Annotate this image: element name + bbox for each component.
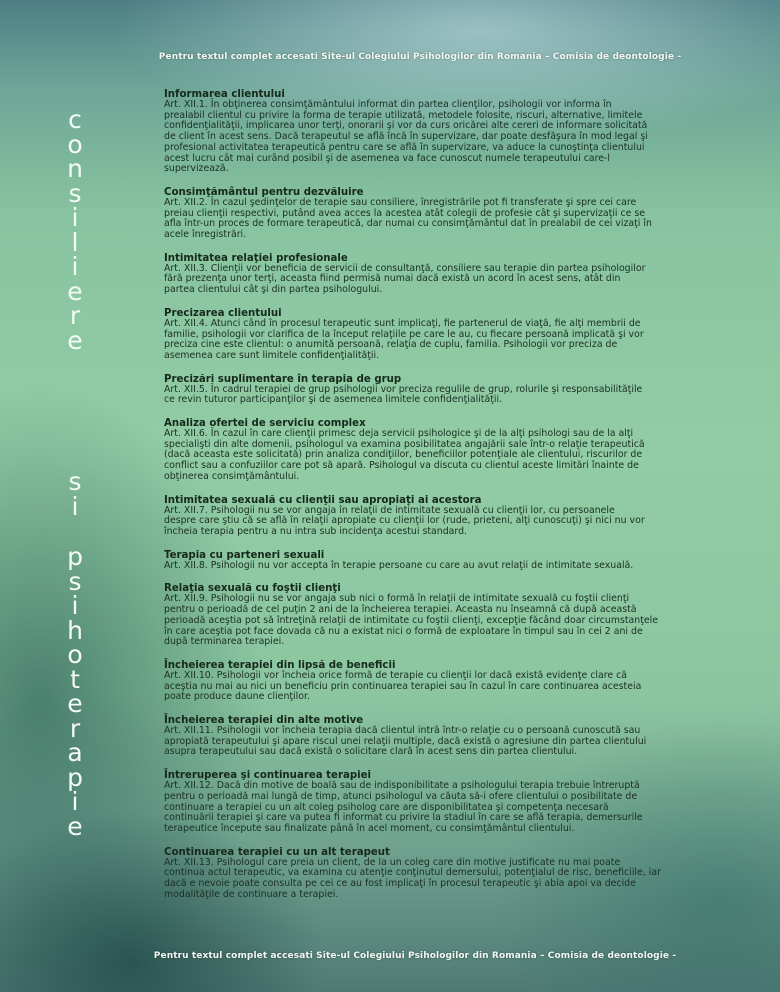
section-body: Art. XII.3. Clienţii vor beneficia de servicii de consultanţă, consiliere sau terapie din partea psihologilor fără prezenţa unor terţi, aceasta fiind permisă numai dacă există un acord în acest sens, atât din partea clientului cât şi din partea psihologului. [164, 262, 646, 296]
section-body: Art. XII.5. În cadrul terapiei de grup psihologii vor preciza regulile de grup, rolurile şi responsabilităţile ce revin tuturor participanţilor şi de asemenea limitele confidenţialităţii. [164, 383, 643, 406]
section-body: Art. XII.8. Psihologii nu vor accepta în terapie persoane cu care au avut relaţii de intimitate sexuală. [164, 559, 634, 571]
vertical-title-letter: p [67, 542, 83, 571]
section-body: Art. XII.7. Psihologii nu se vor angaja în relaţii de intimitate sexuală cu clienţii lor, cu persoanele despre care ştiu că se află în relaţii apropiate cu clienţii lor (rude, prieteni, alţi cunoscuţi) şi nici nu vor încheia terapia pentru a nu intra sub incidenţa acestui standard. [164, 504, 645, 537]
vertical-title-letter: s [68, 566, 82, 596]
vertical-title-letter: t [70, 664, 80, 694]
vertical-title-letter: r [69, 301, 81, 330]
vertical-title-letter: o [67, 129, 83, 159]
header-note: Pentru textul complet accesati Site-ul Colegiului Psihologilor din Romania – Comisia de deontologie - [158, 52, 682, 62]
section-intimitatea-sexuala [164, 495, 754, 538]
section-relatia-sexuala-fostii-clienti [164, 583, 754, 648]
vertical-title-consiliere [64, 105, 86, 355]
section-title: Informarea clientului [164, 89, 285, 100]
vertical-title-psihoterapie [64, 542, 86, 841]
vertical-title-letter: e [67, 325, 83, 355]
section-terapia-cu-parteneri [164, 550, 754, 572]
vertical-title-letter: s [68, 178, 82, 208]
section-title: Precizări suplimentare în terapia de grup [164, 373, 402, 385]
section-body: Art. XII.9. Psihologii nu se vor angaja sub nici o formă în relaţii de intimitate sexuală cu foştii clienţi pentru o perioadă de cel puţin 2 ani de la încheierea terapiei. Aceasta nu înseamnă că după această perioadă aceştia pot să întreţină relaţii de intimitate cu foştii clienţi, excepţie făcând doar circumstanţele în care aceştia pot face dovada că nu a existat nici o formă de exploatare în timpul sau în cei 2 ani de după terminarea terapiei. [164, 593, 659, 648]
section-intreruperea-continuarea [164, 770, 754, 835]
vertical-title-letter: n [67, 154, 83, 183]
vertical-title-letter: a [67, 738, 83, 767]
vertical-title-letter: r [69, 713, 81, 743]
vertical-title-letter: e [67, 689, 83, 718]
section-precizari-suplimentare [164, 374, 754, 406]
vertical-title-letter: i [71, 252, 79, 281]
section-body: Art. XII.2. În cazul şedinţelor de terapie sau consiliere, înregistrările pot fi transferate şi spre cei care preiau clienţii respectivi, putând avea acces la acestea atât colegii de profesie cât şi supervizaţii ce se afla într-un proces de formare terapeutică, dar numai cu consimţământul dat în prealabil de cei vizaţi în acele înregistrări. [164, 196, 652, 241]
vertical-title-letter: o [67, 640, 83, 669]
vertical-title-letter: i [71, 203, 79, 232]
vertical-title-letter: i [71, 491, 79, 521]
vertical-title-letter: l [71, 227, 79, 257]
document-body [164, 89, 754, 912]
section-title: Întreruperea şi continuarea terapiei [164, 770, 372, 782]
section-body: Art. XII.10. Psihologii vor încheia orice formă de terapie cu clienţii lor dacă există evidenţe clare că aceştia nu mai au nici un beneficiu prin continuarea terapiei sau în cazul în care continuarea acesteia poate produce daune clienţilor. [164, 669, 642, 703]
section-body: Art. XII.4. Atunci când în procesul terapeutic sunt implicaţi, fie partenerul de viaţă, fie alţi membrii de familie, psihologii vor clarifica de la început relaţiile pe care le au, cu fiecare persoană implicată şi vor preciza cine este clientul: o anumită persoană, relaţia de cuplu, familia. Psihologii vor preciza de asemenea care sunt limitele confidenţialităţii. [164, 317, 644, 361]
section-title: Consimţământul pentru dezvăluire [164, 186, 364, 198]
section-title: Analiza ofertei de serviciu complex [164, 418, 366, 430]
vertical-title-letter: e [67, 811, 83, 841]
vertical-title-letter: h [67, 615, 83, 645]
section-body: Art. XII.6. În cazul în care clienţii primesc deja servicii psihologice şi de la alţi psihologi sau de la alţi specialişti din alte domenii, psihologul va examina posibilitatea angajării sale într-o relaţie terapeutică (dacă aceasta este solicitată) prin analiza condiţiilor, beneficiilor potenţiale ale clientului, riscurilor de conflict sau a confuziilor care pot să apară. Psihologul va discuta cu clientul aceste limitări înainte de obţinerea consimţământului. [164, 428, 645, 482]
footer-note: Pentru textul complet accesati Site-ul Colegiului Psihologilor din Romania – Comisia de deontologie - [153, 951, 677, 961]
section-informarea-clientului [164, 89, 754, 175]
section-continuarea-alt-terapeut [164, 847, 754, 901]
section-title: Încheierea terapiei din lipsă de beneficii [164, 659, 396, 671]
section-title: Continuarea terapiei cu un alt terapeut [164, 846, 390, 858]
vertical-title-letter: p [67, 762, 83, 792]
section-title: Intimitatea sexuală cu clienţii sau apropiaţi ai acestora [164, 494, 482, 506]
section-consimtamantul-pentru-dezvaluire [164, 187, 754, 241]
vertical-title-letter: i [71, 591, 79, 620]
vertical-title-letter: c [68, 105, 82, 134]
section-title: Relaţia sexuală cu foştii clienţi [164, 583, 341, 595]
section-incheierea-alte-motive [164, 715, 754, 758]
section-title: Intimitatea relaţiei profesionale [164, 252, 348, 264]
section-title: Terapia cu parteneri sexuali [164, 549, 325, 561]
section-body: Art. XII.11. Psihologii vor încheia terapia dacă clientul intră într-o relaţie cu o persoană cunoscută sau apropiată terapeutului şi apare riscul unei relaţii multiple, dacă există o agresiune din partea clientului asupra terapeutului sau dacă există o solicitare clară în acest sens din partea clientului. [164, 725, 647, 758]
section-body: Art. XII.13. Psihologul care preia un client, de la un coleg care din motive justificate nu mai poate continua actul terapeutic, va examina cu atenţie conţinutul demersului, potenţialul de risc, beneficiile, iar dacă e nevoie poate consulta pe cei ce au fost implicaţi în procesul terapeutic şi abia apoi va decide modalităţile de continuare a terapiei. [164, 856, 661, 900]
vertical-title-letter: s [68, 467, 82, 496]
vertical-title-letter: e [67, 276, 83, 306]
section-incheierea-lipsa-beneficii [164, 660, 754, 703]
vertical-title-si [64, 467, 86, 521]
section-title: Precizarea clientului [164, 307, 282, 319]
section-precizarea-clientului [164, 308, 754, 362]
section-title: Încheierea terapiei din alte motive [164, 715, 364, 727]
vertical-title-letter: i [71, 787, 79, 816]
section-body: Art. XII.1. În obţinerea consimţământului informat din partea clienţilor, psihologii vor informa în prealabil clientul cu privire la forma de terapie utilizată, metodele folosite, riscuri, alternative, limitele confidenţialităţii, implicarea unor terţi, onorarii şi vor da curs oricărei alte cereri de informare solicitată de client în acest sens. Dacă terapeutul se află încă în supervizare, dar poate desfăşura în mod legal şi profesional activitatea terapeutică pentru care se află în supervizare, va aduce la cunoştinţa clientului acest lucru cât mai curând posibil şi de asemenea va face cunoscut numele terapeutului care-l supervizează. [164, 99, 648, 175]
section-intimitatea-relatiei-profesionale [164, 253, 754, 296]
section-body: Art. XII.12. Dacă din motive de boală sau de indisponibilitate a psihologului terapia trebuie întreruptă pentru o perioadă mai lungă de timp, atunci psihologul va căuta să-i ofere clientului o posibilitate de continuare a terapiei cu un alt coleg psiholog care are disponibilitatea şi competenţa necesară continuării terapiei şi care va putea fi informat cu privire la stadiul în care se află terapia, demersurile terapeutice începute sau finalizate până în acel moment, cu consimţământul clientului. [164, 780, 643, 834]
section-analiza-ofertei [164, 418, 754, 483]
